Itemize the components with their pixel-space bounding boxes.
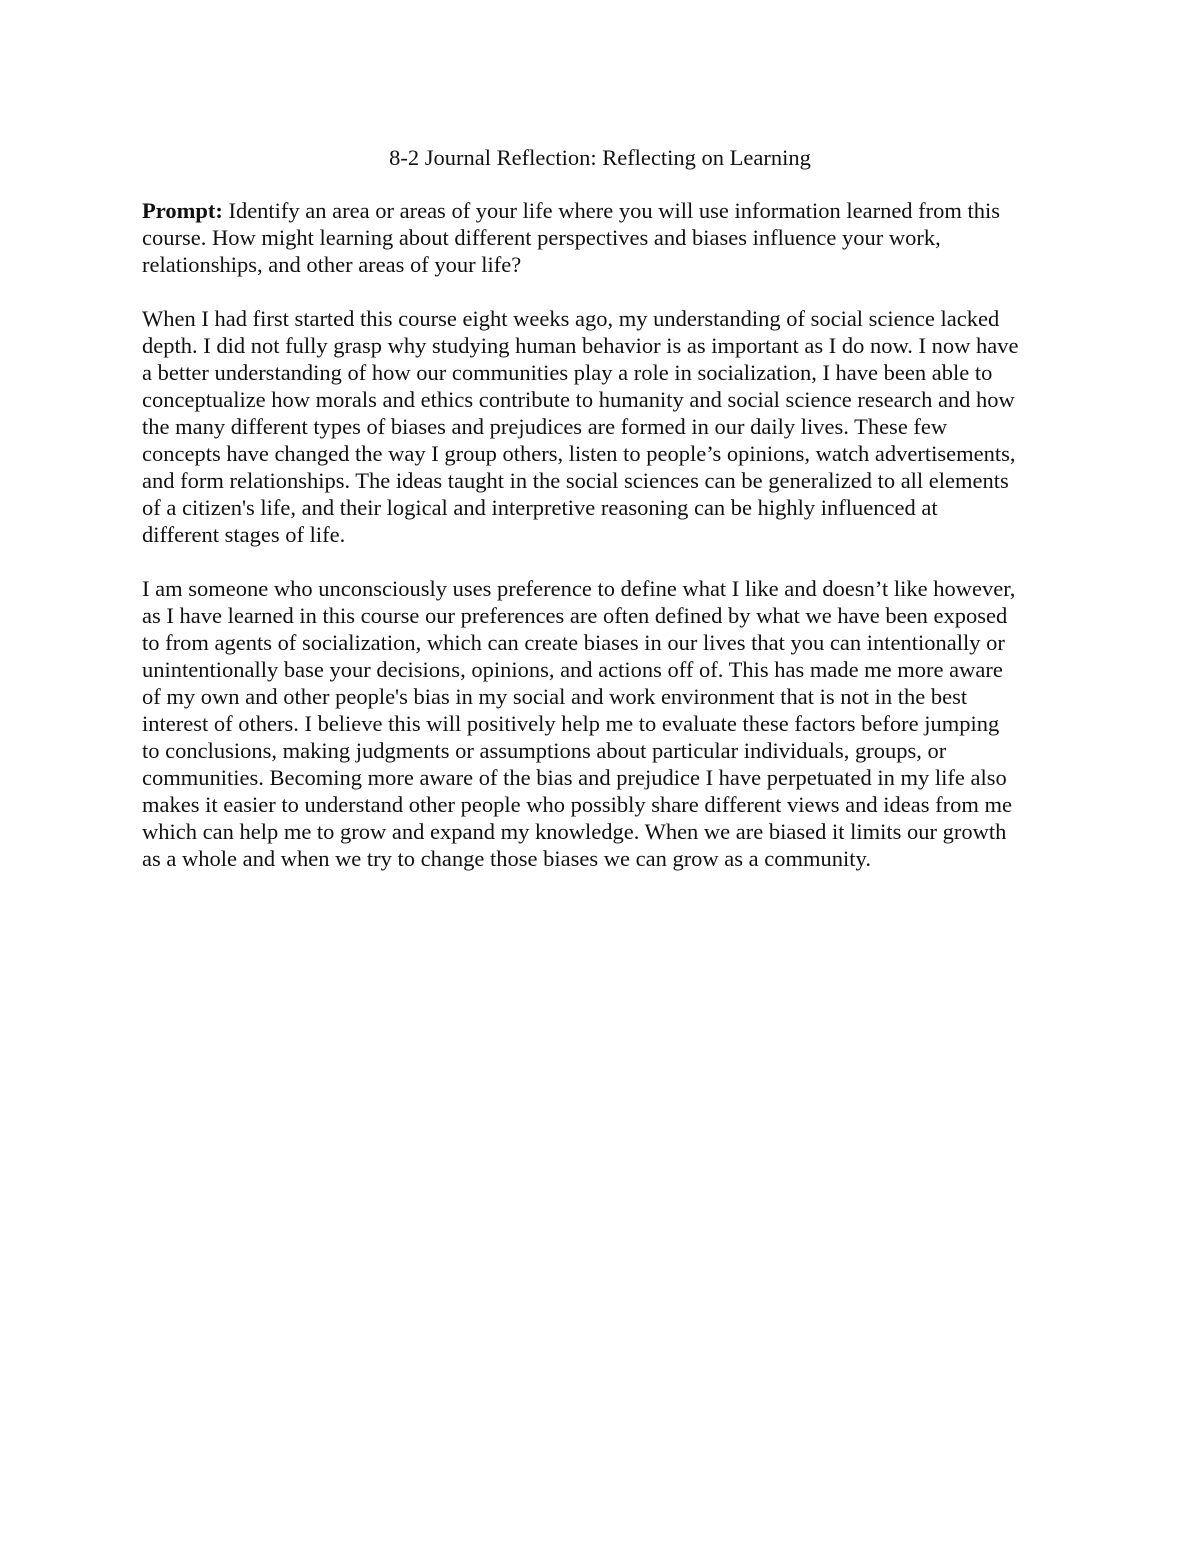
body-paragraph-2: [142, 575, 1067, 872]
prompt-line: [142, 197, 1067, 224]
paragraph-line: to from agents of socialization, which can create biases in our lives that you can intentionally or: [142, 630, 1005, 655]
paragraph-line: communities. Becoming more aware of the bias and prejudice I have perpetuated in my life also: [142, 765, 1007, 790]
paragraph-line: of a citizen's life, and their logical and interpretive reasoning can be highly influenced at: [142, 495, 938, 520]
paragraph-line: When I had first started this course eight weeks ago, my understanding of social science lacked: [142, 306, 1000, 331]
prompt-line: relationships, and other areas of your life?: [142, 252, 522, 277]
paragraph-line: interest of others. I believe this will positively help me to evaluate these factors before jumping: [142, 711, 1000, 736]
paragraph-line: to conclusions, making judgments or assumptions about particular individuals, groups, or: [142, 738, 947, 763]
paragraph-line: the many different types of biases and prejudices are formed in our daily lives. These few: [142, 414, 948, 439]
paragraph-line: depth. I did not fully grasp why studying human behavior is as important as I do now. I now have: [142, 333, 1019, 358]
prompt-line: course. How might learning about different perspectives and biases influence your work,: [142, 225, 941, 250]
paragraph-line: which can help me to grow and expand my knowledge. When we are biased it limits our growth: [142, 819, 1007, 844]
document-title: 8-2 Journal Reflection: Reflecting on Learning: [389, 145, 811, 170]
paragraph-line: different stages of life.: [142, 522, 346, 547]
prompt-paragraph: [142, 197, 1067, 278]
paragraph-line: of my own and other people's bias in my social and work environment that is not in the best: [142, 684, 968, 709]
paragraph-line: as I have learned in this course our preferences are often defined by what we have been exposed: [142, 603, 1008, 628]
paragraph-line: as a whole and when we try to change those biases we can grow as a community.: [142, 846, 871, 871]
body-paragraph-1: [142, 305, 1067, 548]
paragraph-line: makes it easier to understand other people who possibly share different views and ideas from me: [142, 792, 1012, 817]
paragraph-line: conceptualize how morals and ethics contribute to humanity and social science research and how: [142, 387, 1015, 412]
paragraph-line: unintentionally base your decisions, opinions, and actions off of. This has made me more aware: [142, 657, 1003, 682]
prompt-text: Identify an area or areas of your life where you will use information learned from this: [222, 198, 1001, 223]
paragraph-line: and form relationships. The ideas taught in the social sciences can be generalized to all elements: [142, 468, 1009, 493]
prompt-label: Prompt:: [142, 198, 223, 223]
paragraph-line: I am someone who unconsciously uses preference to define what I like and doesn’t like however,: [142, 576, 1016, 601]
paragraph-line: concepts have changed the way I group others, listen to people’s opinions, watch advertisements,: [142, 441, 1016, 466]
document-body: [142, 197, 1067, 899]
paragraph-line: a better understanding of how our communities play a role in socialization, I have been able to: [142, 360, 993, 385]
